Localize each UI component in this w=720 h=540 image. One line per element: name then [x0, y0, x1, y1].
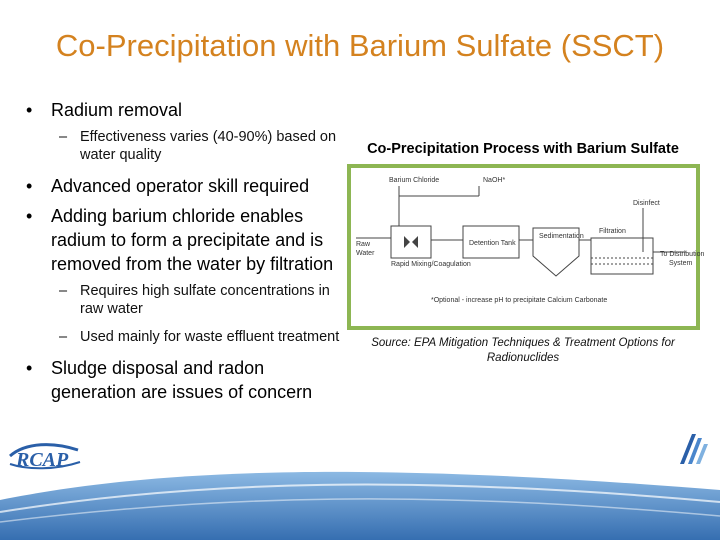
process-diagram-svg	[351, 168, 705, 326]
sub-bullet-text: Requires high sulfate concentrations in raw water	[80, 283, 330, 317]
sub-bullet-text: Used mainly for waste effluent treatment	[80, 329, 340, 345]
label-raw: Raw	[356, 241, 371, 248]
bullet-item: • Adding barium chloride enables radium to form a precipitate and is removed from the water by filtration	[26, 206, 334, 274]
bullet-list	[22, 98, 342, 410]
label-detention-tank: Detention Tank	[469, 240, 516, 247]
mixer-icon	[404, 236, 418, 248]
bullet-text: Sludge disposal and radon generation are issues of concern	[51, 358, 313, 402]
rcap-logo	[6, 436, 86, 476]
process-diagram	[347, 164, 705, 330]
rapid-mix-tank	[391, 226, 431, 258]
bullet-text: Adding barium chloride enables radium to form a precipitate and is removed from the water by filtration	[51, 206, 334, 274]
label-water: Water	[356, 250, 375, 257]
label-system: System	[669, 260, 693, 267]
figure-caption: Co-Precipitation Process with Barium Sulfate	[367, 141, 679, 157]
figure-source: Source: EPA Mitigation Techniques & Treatment Options for Radionuclides	[371, 337, 675, 364]
label-filtration: Filtration	[599, 228, 626, 235]
bullet-text: Radium removal	[51, 100, 183, 120]
bullet-item: • Advanced operator skill required	[26, 176, 310, 196]
sub-bullet-text: Effectiveness varies (40-90%) based on water quality	[80, 129, 337, 163]
bullet-item: • Radium removal	[26, 100, 183, 120]
slide-title: Co-Precipitation with Barium Sulfate (SSCT)	[55, 28, 665, 63]
label-barium-chloride: Barium Chloride	[389, 177, 440, 184]
filter-box	[591, 238, 653, 274]
sub-bullet-item: – Effectiveness varies (40-90%) based on water quality	[59, 129, 337, 163]
svg-text:RCAP: RCAP	[16, 449, 69, 471]
sub-bullet-item: – Used mainly for waste effluent treatment	[59, 329, 340, 345]
sub-bullet-item: – Requires high sulfate concentrations in raw water	[59, 283, 330, 317]
label-rapid-mixing: Rapid Mixing/Coagulation	[391, 261, 471, 268]
label-naoh: NaOH*	[483, 177, 506, 184]
label-sedimentation: Sedimentation	[539, 233, 584, 240]
footer-wave	[0, 450, 720, 540]
label-to-distribution: To Distribution	[660, 251, 705, 258]
organization-logo-icon	[672, 430, 716, 468]
label-optional-note: *Optional - increase pH to precipitate Calcium Carbonate	[431, 297, 608, 304]
bullet-item: • Sludge disposal and radon generation are issues of concern	[26, 358, 313, 402]
label-disinfect: Disinfect	[633, 200, 660, 207]
bullet-text: Advanced operator skill required	[51, 176, 310, 196]
